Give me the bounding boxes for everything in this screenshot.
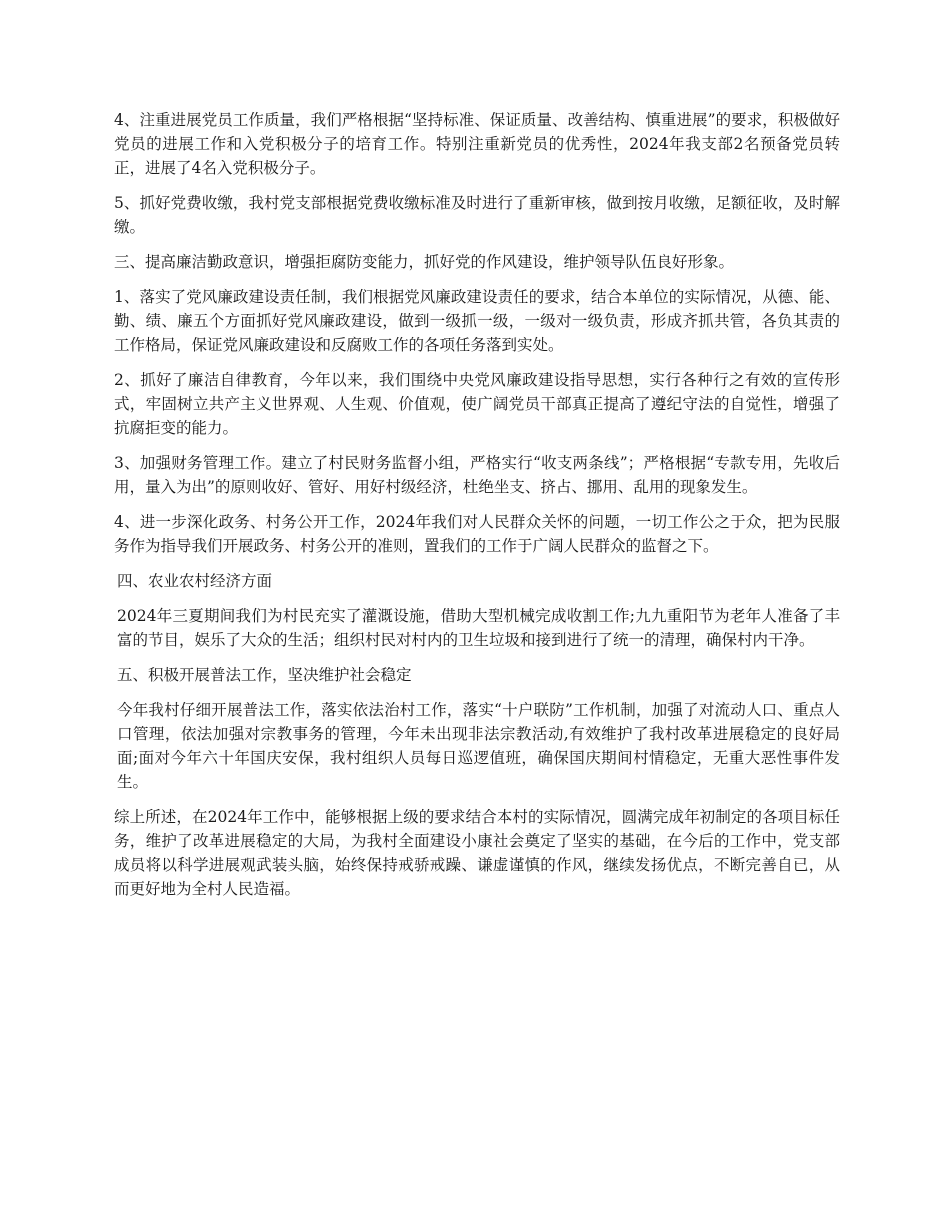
paragraph-party-dues: 5、抓好党费收缴，我村党支部根据党费收缴标准及时进行了重新审核，做到按月收缴，足额征收，及时解缴。 (114, 194, 840, 236)
section-heading-integrity: 三、提高廉洁勤政意识，增强拒腐防变能力，抓好党的作风建设，维护领导队伍良好形象。 (114, 253, 735, 271)
paragraph-self-discipline: 2、抓好了廉洁自律教育，今年以来，我们围绕中央党风廉政建设指导思想，实行各种行之有效的宣传形式，牢固树立共产主义世界观、人生观、价值观，使广阔党员干部真正提高了遵纪守法的自觉性，增强了抗腐拒变的能力。 (114, 371, 840, 437)
paragraph-finance-management: 3、加强财务管理工作。建立了村民财务监督小组，严格实行“收支两条线”；严格根据“专款专用，先收后用，量入为出”的原则收好、管好、用好村级经济，杜绝坐支、挤占、挪用、乱用的现象发生。 (114, 454, 840, 496)
section-heading-agriculture: 四、农业农村经济方面 (117, 572, 273, 590)
paragraph-public-affairs: 4、进一步深化政务、村务公开工作，2024年我们对人民群众关怀的问题，一切工作公之于众，把为民服务作为指导我们开展政务、村务公开的准则，置我们的工作于广阔人民群众的监督之下。 (114, 513, 840, 555)
paragraph-agriculture: 2024年三夏期间我们为村民充实了灌溉设施，借助大型机械完成收割工作;九九重阳节为老年人准备了丰富的节目，娱乐了大众的生活；组织村民对村内的卫生垃圾和接到进行了统一的清理，确保村内干净。 (117, 607, 840, 649)
paragraph-party-member-quality: 4、注重进展党员工作质量，我们严格根据“坚持标准、保证质量、改善结构、慎重进展”的要求，积极做好党员的进展工作和入党积极分子的培育工作。特别注重新党员的优秀性，2024年我支部2名预备党员转正，进展了4名入党积极分子。 (114, 111, 840, 177)
paragraph-responsibility-system: 1、落实了党风廉政建设责任制，我们根据党风廉政建设责任的要求，结合本单位的实际情况，从德、能、勤、绩、廉五个方面抓好党风廉政建设，做到一级抓一级，一级对一级负责，形成齐抓共管，各负其责的工作格局，保证党风廉政建设和反腐败工作的各项任务落到实处。 (114, 288, 840, 354)
section-heading-legal: 五、积极开展普法工作，坚决维护社会稳定 (117, 666, 412, 684)
document-page (114, 108, 840, 912)
paragraph-conclusion: 综上所述，在2024年工作中，能够根据上级的要求结合本村的实际情况，圆满完成年初制定的各项目标任务，维护了改革进展稳定的大局，为我村全面建设小康社会奠定了坚实的基础，在今后的工作中，党支部成员将以科学进展观武装头脑，始终保持戒骄戒躁、谦虚谨慎的作风，继续发扬优点，不断完善自已，从而更好地为全村人民造福。 (114, 808, 840, 898)
paragraph-legal-work: 今年我村仔细开展普法工作，落实依法治村工作，落实“十户联防”工作机制，加强了对流动人口、重点人口管理，依法加强对宗教事务的管理，今年未出现非法宗教活动,有效维护了我村改革进展稳定的良好局面;面对今年六十年国庆安保，我村组织人员每日巡逻值班，确保国庆期间村情稳定，无重大恶性事件发生。 (117, 701, 840, 791)
